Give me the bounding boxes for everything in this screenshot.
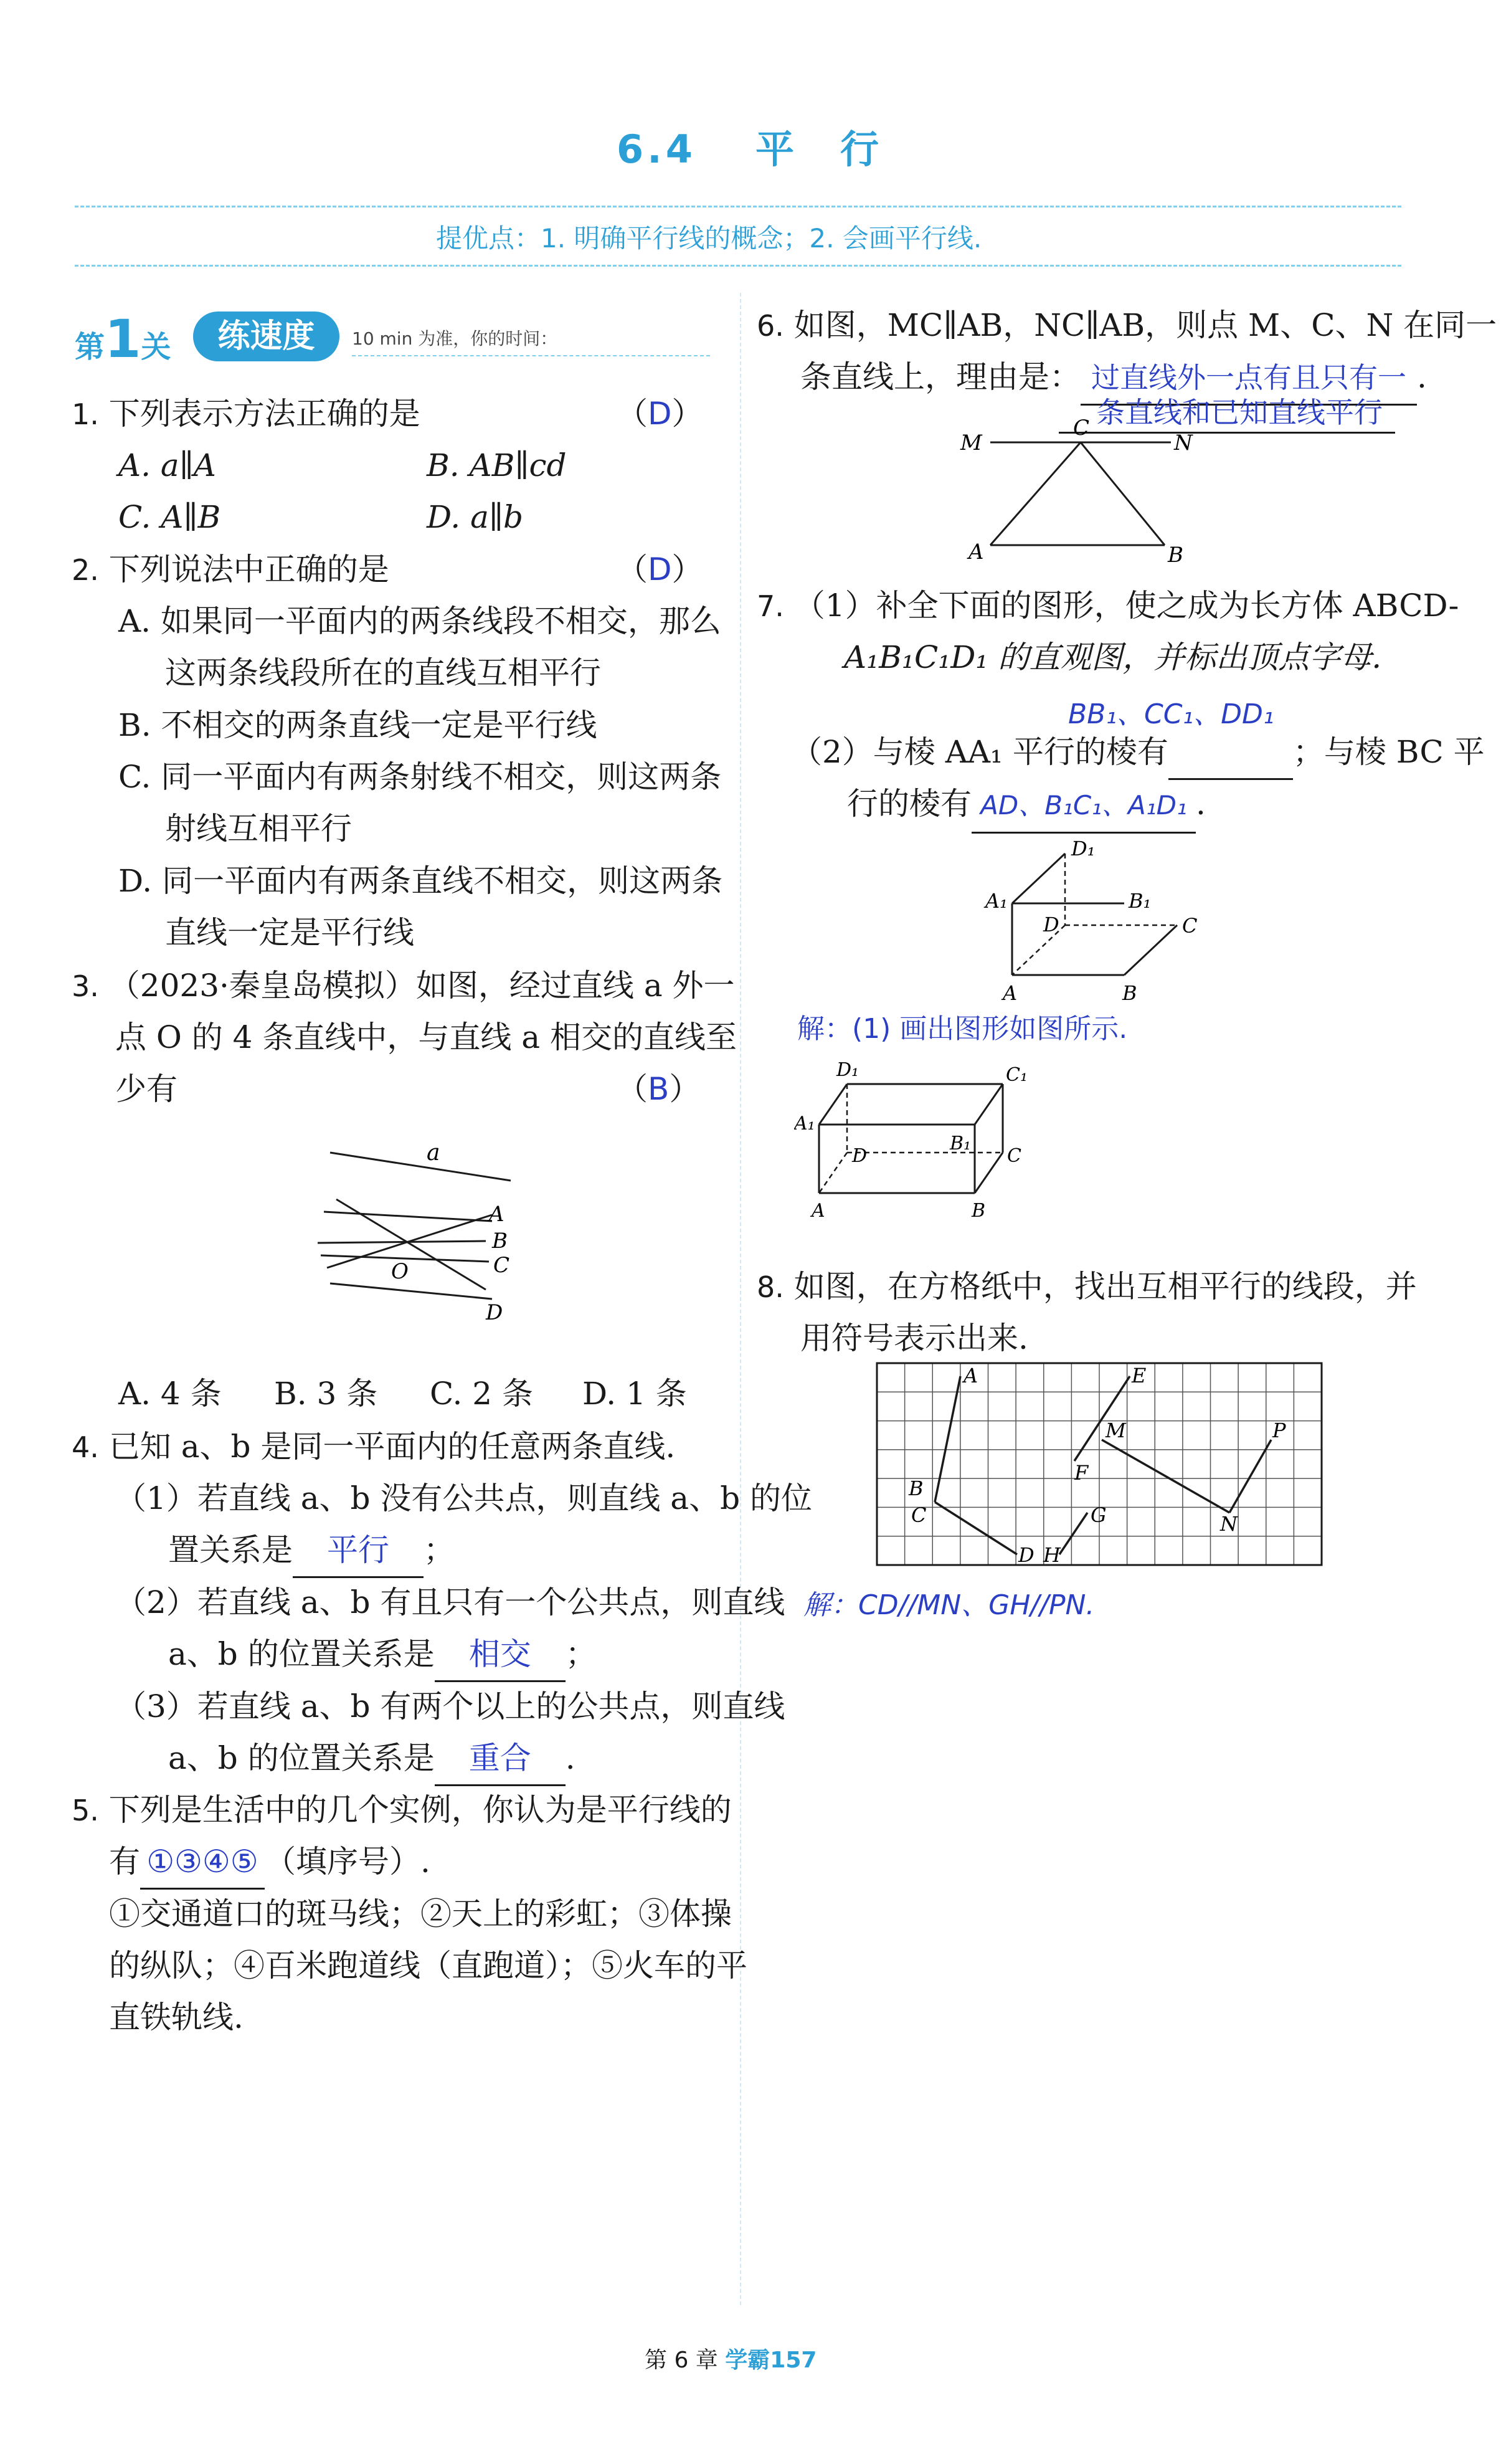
q7-answer-aa1: BB₁、CC₁、DD₁ bbox=[1068, 698, 1274, 730]
q3-label-B: B bbox=[492, 1229, 508, 1253]
q7f1-label: D₁ bbox=[1071, 837, 1096, 860]
q6-answer-line1: 过直线外一点有且只有一 bbox=[1081, 351, 1417, 406]
q7f2-label: D₁ bbox=[836, 1059, 859, 1081]
q7f2-label: A bbox=[812, 1200, 825, 1222]
q7f1-label: B bbox=[1122, 981, 1137, 1005]
q4-part3-line1: （3）若直线 a、b 有两个以上的公共点，则直线 bbox=[115, 1688, 785, 1724]
q5-text-line2a: 有 bbox=[109, 1843, 140, 1880]
q4-part1-text: 置关系是 bbox=[168, 1532, 293, 1568]
q7f2-label: C₁ bbox=[1006, 1064, 1028, 1086]
q2-option-line: B. 不相交的两条直线一定是平行线 bbox=[118, 707, 597, 743]
q3-option-a: A. 4 条 bbox=[118, 1376, 222, 1412]
q4-number: 4. bbox=[72, 1430, 99, 1464]
q8-number: 8. bbox=[757, 1270, 784, 1304]
q1-option-b: B. AB∥cd bbox=[427, 447, 567, 483]
section-guan: 关 bbox=[141, 330, 171, 364]
title-number: 6.4 bbox=[617, 126, 696, 172]
q6-text-line2: 条直线上，理由是： bbox=[800, 359, 1081, 395]
q8-text-line2: 用符号表示出来. bbox=[800, 1320, 1028, 1356]
q8-segment-pn bbox=[1229, 1440, 1271, 1513]
q8-label: N bbox=[1220, 1512, 1238, 1536]
q2-text: 下列说法中正确的是 bbox=[108, 551, 389, 587]
q6-line-cb bbox=[1081, 442, 1165, 545]
q8-segment-ab bbox=[935, 1376, 960, 1502]
q7f1-label: C bbox=[1182, 914, 1198, 938]
q2-option-line: D. 同一平面内有两条直线不相交，则这两条 bbox=[118, 863, 723, 899]
q3-option-d: D. 1 条 bbox=[582, 1376, 687, 1412]
q8-label: P bbox=[1272, 1419, 1286, 1442]
q8-segment-cd bbox=[935, 1502, 1017, 1554]
q6-label-N: N bbox=[1174, 430, 1193, 455]
q3-line-extra1 bbox=[336, 1199, 486, 1290]
q7-stem-line1 bbox=[757, 579, 1459, 632]
q6-figure bbox=[959, 414, 1233, 570]
q6-label-A: A bbox=[968, 540, 984, 564]
footer-page: 157 bbox=[770, 2347, 817, 2373]
q8-label: D bbox=[1018, 1543, 1035, 1567]
q6-label-C: C bbox=[1073, 416, 1090, 440]
q3-text-line3: 少有 bbox=[115, 1071, 178, 1107]
q3-answer: B bbox=[648, 1071, 670, 1107]
q4-answer-2: 相交 bbox=[435, 1628, 566, 1682]
q8-text-line1: 如图，在方格纸中，找出互相平行的线段，并 bbox=[793, 1268, 1417, 1305]
q6-answer-line2: 条直线和已知直线平行 bbox=[1096, 396, 1383, 429]
q3-option-b: B. 3 条 bbox=[274, 1376, 378, 1412]
q7f2-label: A₁ bbox=[794, 1113, 815, 1134]
q5-number: 5. bbox=[72, 1794, 99, 1827]
q4-part1-line1: （1）若直线 a、b 没有公共点，则直线 a、b 的位 bbox=[115, 1480, 813, 1516]
section-number: 1 bbox=[105, 308, 141, 369]
q1-option-a: A. a∥A bbox=[118, 447, 216, 483]
q8-label: B bbox=[909, 1477, 924, 1500]
q7-solution: 解：(1) 画出图形如图所示. bbox=[797, 1013, 1128, 1045]
q3-label-C: C bbox=[493, 1253, 510, 1278]
column-divider bbox=[740, 293, 741, 2305]
q7-part2-line1 bbox=[791, 726, 1485, 780]
q8-solution: 解：CD//MN、GH//PN. bbox=[803, 1589, 1095, 1621]
q4-part3-line2: a、b 的位置关系是 重合 . bbox=[168, 1732, 575, 1786]
q7-answer-bc: AD、B₁C₁、A₁D₁ bbox=[972, 779, 1196, 834]
q7-figure-complete bbox=[794, 1056, 1056, 1249]
q7-text-line2: A₁B₁C₁D₁ 的直观图，并标出顶点字母. bbox=[844, 639, 1382, 675]
q3-label-O: O bbox=[391, 1259, 409, 1284]
q3-label-a: a bbox=[427, 1140, 440, 1166]
q5-text-line1: 下列是生活中的几个实例，你认为是平行线的 bbox=[108, 1792, 732, 1828]
q7f2-label: C bbox=[1007, 1145, 1021, 1167]
q7f1-label: A₁ bbox=[985, 889, 1008, 913]
q5-text-line4: 的纵队；④百米跑道线（直跑道）；⑤火车的平 bbox=[109, 1948, 747, 1984]
q1-text: 下列表示方法正确的是 bbox=[108, 396, 420, 432]
q6-stem-line1 bbox=[757, 299, 1497, 352]
q5-stem-line1 bbox=[72, 1784, 732, 1837]
q1-number: 1. bbox=[72, 397, 99, 431]
q6-number: 6. bbox=[757, 309, 784, 343]
q1-answer-bracket: （D） bbox=[617, 396, 703, 432]
q7f1-edge bbox=[1012, 854, 1065, 903]
q3-line-a bbox=[330, 1153, 511, 1181]
q7-text-line1: （1）补全下面的图形，使之成为长方体 ABCD- bbox=[793, 587, 1459, 624]
q4-part3-text: a、b 的位置关系是 bbox=[168, 1740, 435, 1776]
q3-line-ob bbox=[318, 1241, 486, 1243]
q7f1-edge bbox=[1124, 925, 1177, 975]
q2-answer: D bbox=[648, 551, 672, 587]
q7-part2-text-a: （2）与棱 AA₁ 平行的棱有 bbox=[791, 734, 1168, 770]
q7-number: 7. bbox=[757, 589, 784, 623]
q8-label: G bbox=[1091, 1503, 1107, 1527]
q1-answer: D bbox=[648, 396, 672, 432]
q3-figure bbox=[299, 1134, 548, 1339]
q7f2-edge bbox=[819, 1084, 847, 1125]
q8-label: M bbox=[1106, 1419, 1126, 1442]
q8-grid-figure bbox=[875, 1361, 1323, 1567]
q3-text-line1: （2023·秦皇岛模拟）如图，经过直线 a 外一 bbox=[108, 968, 735, 1004]
q7-part2-text-c: 行的棱有 bbox=[847, 786, 972, 822]
q1-option-d: D. a∥b bbox=[427, 499, 524, 535]
time-note: 10 min 为准，你的时间： bbox=[352, 328, 558, 349]
q4-answer-3: 重合 bbox=[435, 1732, 566, 1786]
q7-part2-text-d: . bbox=[1196, 786, 1206, 822]
q1-option-c: C. A∥B bbox=[118, 499, 221, 535]
section-di: 第 bbox=[75, 330, 105, 364]
q5-answer: ①③④⑤ bbox=[140, 1835, 265, 1890]
title-text: 平 行 bbox=[755, 126, 883, 172]
q4-intro: 已知 a、b 是同一平面内的任意两条直线. bbox=[108, 1429, 676, 1465]
tip-line: 提优点：1. 明确平行线的概念；2. 会画平行线. bbox=[436, 223, 982, 254]
footer-chapter: 第 6 章 bbox=[645, 2347, 718, 2373]
q7f2-edge bbox=[975, 1084, 1003, 1125]
q8-stem-line1 bbox=[757, 1260, 1417, 1313]
q7f2-label: B₁ bbox=[950, 1133, 972, 1154]
q6-label-B: B bbox=[1168, 543, 1183, 568]
q3-number: 3. bbox=[72, 969, 99, 1003]
q2-number: 2. bbox=[72, 553, 99, 587]
q7f2-label: D bbox=[852, 1145, 868, 1167]
q7-figure-incomplete bbox=[978, 832, 1239, 1012]
q8-label: F bbox=[1074, 1461, 1089, 1485]
q8-segment-gh bbox=[1059, 1513, 1087, 1554]
header-divider-bottom bbox=[75, 265, 1401, 267]
q7f1-label: B₁ bbox=[1129, 889, 1152, 913]
q4-part2-line2: a、b 的位置关系是 相交 ； bbox=[168, 1628, 597, 1682]
q5-text-line3: ①交通道口的斑马线；②天上的彩虹；③体操 bbox=[109, 1896, 732, 1932]
q2-answer-bracket: （D） bbox=[617, 551, 703, 587]
q3-text-line2: 点 O 的 4 条直线中，与直线 a 相交的直线至 bbox=[115, 1019, 737, 1055]
q3-line-oa bbox=[324, 1212, 492, 1221]
section-header bbox=[75, 308, 171, 369]
q6-line-ca bbox=[990, 442, 1081, 545]
q3-line-od bbox=[330, 1283, 492, 1299]
q4-part2-line1: （2）若直线 a、b 有且只有一个公共点，则直线 bbox=[115, 1584, 785, 1620]
q4-part1-line2: 置关系是 平行 ； bbox=[168, 1524, 455, 1578]
q6-label-M: M bbox=[960, 430, 982, 455]
q8-label: C bbox=[911, 1503, 927, 1527]
q7f2-edge bbox=[975, 1153, 1003, 1193]
q3-label-A: A bbox=[489, 1202, 504, 1227]
q8-label: E bbox=[1132, 1364, 1147, 1387]
q5-text-line5: 直铁轨线. bbox=[109, 1999, 244, 2035]
q4-part2-text: a、b 的位置关系是 bbox=[168, 1636, 435, 1672]
time-note-underline bbox=[352, 355, 710, 356]
q3-answer-bracket: （B） bbox=[617, 1071, 701, 1107]
q7-part2-line2 bbox=[847, 778, 1206, 834]
q7f2-label: B bbox=[972, 1200, 986, 1222]
page-footer bbox=[645, 2343, 817, 2374]
q3-option-c: C. 2 条 bbox=[430, 1376, 533, 1412]
q7f1-label: A bbox=[1003, 981, 1018, 1005]
q4-stem bbox=[72, 1420, 675, 1473]
q8-label: A bbox=[964, 1364, 978, 1387]
q1-stem bbox=[72, 388, 420, 440]
q2-option-line: C. 同一平面内有两条射线不相交，则这两条 bbox=[118, 759, 722, 795]
q7-blank-aa1 bbox=[1168, 726, 1293, 780]
q5-stem-line2 bbox=[109, 1835, 430, 1890]
q2-stem bbox=[72, 543, 389, 596]
q7f1-label: D bbox=[1043, 913, 1059, 936]
q5-text-line2b: （填序号）. bbox=[265, 1843, 430, 1880]
q8-label: H bbox=[1043, 1543, 1061, 1567]
q7f2-hidden-edge bbox=[819, 1153, 847, 1193]
q2-option-line: 直线一定是平行线 bbox=[165, 915, 414, 951]
q3-label-D: D bbox=[486, 1300, 503, 1325]
q2-option-line: 这两条线段所在的直线互相平行 bbox=[165, 655, 601, 691]
page-title bbox=[617, 118, 883, 174]
q4-answer-1: 平行 bbox=[293, 1524, 424, 1578]
q2-option-line: 射线互相平行 bbox=[165, 811, 352, 847]
q6-stem-line2: 条直线上，理由是： 过直线外一点有且只有一 . bbox=[800, 351, 1427, 406]
q6-text-line1: 如图，MC∥AB，NC∥AB，则点 M、C、N 在同一 bbox=[793, 307, 1497, 343]
header-divider-top bbox=[75, 206, 1401, 207]
q2-option-line: A. 如果同一平面内的两条线段不相交，那么 bbox=[118, 603, 721, 639]
q7-part2-text-b: ；与棱 BC 平 bbox=[1292, 734, 1485, 770]
section-badge: 练速度 bbox=[193, 312, 339, 361]
q3-stem-line1 bbox=[72, 959, 735, 1012]
footer-brand: 学霸 bbox=[725, 2347, 770, 2373]
